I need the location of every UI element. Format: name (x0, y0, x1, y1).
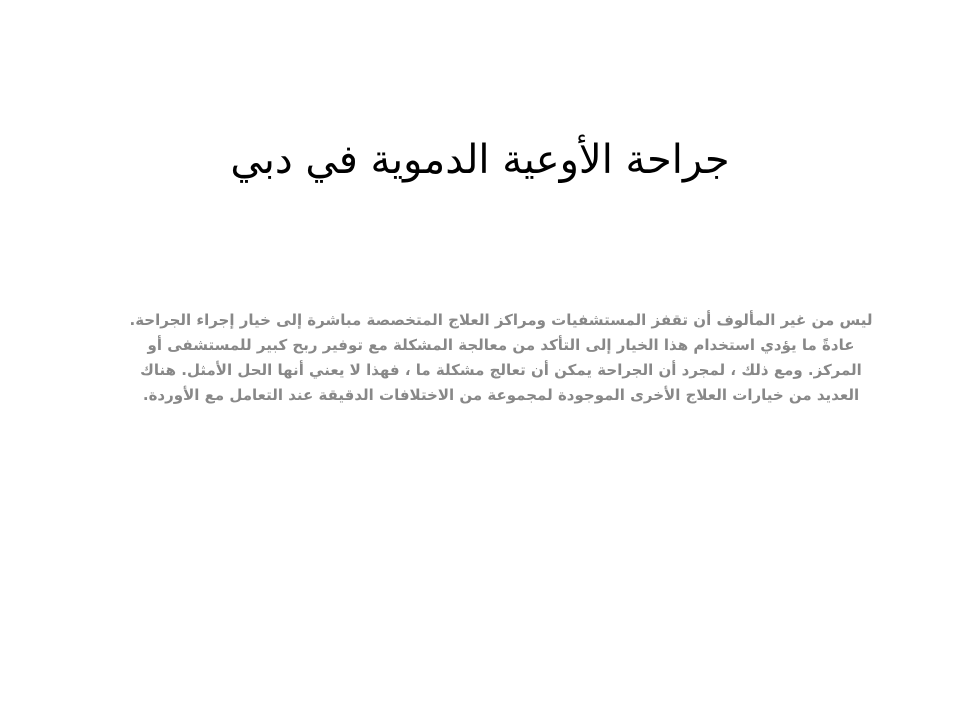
slide-title: جراحة الأوعية الدموية في دبي (230, 137, 730, 183)
slide-body-text: ليس من غير المألوف أن تقفز المستشفيات ومراكز العلاج المتخصصة مباشرة إلى خيار إجراء الجراحة. عادةً ما يؤدي استخدام هذا الخيار إلى التأكد من معالجة المشكلة مع توفير ربح كبير للمستشفى أو المركز. ومع ذلك ، لمجرد أن الجراحة يمكن أن تعالج مشكلة ما ، فهذا لا يعني أنها الحل الأمثل. هناك العديد من خيارات العلاج الأخرى الموجودة لمجموعة من الاختلافات الدقيقة عند التعامل مع الأوردة. (129, 311, 873, 404)
